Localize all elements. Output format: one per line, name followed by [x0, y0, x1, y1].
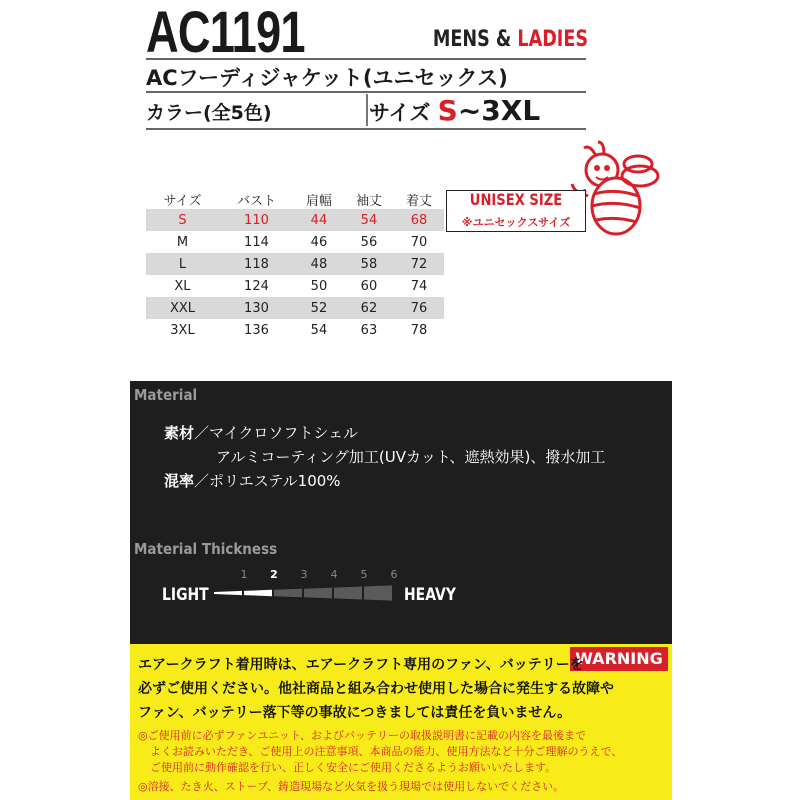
cell: 52 — [294, 297, 344, 319]
warning-line-2: 必ずご使用ください。他社商品と組み合わせ使用した場合に発生する故障や — [138, 681, 614, 697]
cell: S — [146, 209, 219, 231]
model-number: AC1191 — [146, 0, 305, 65]
unisex-subtitle: ※ユニセックスサイズ — [461, 216, 571, 229]
blend-label: 混率 — [164, 472, 195, 490]
unisex-title: UNISEX SIZE — [469, 190, 563, 209]
cell: 63 — [360, 322, 378, 338]
table-row — [146, 209, 444, 231]
size-range-label: サイズ — [369, 101, 431, 125]
thickness-level-1: 1 — [240, 568, 248, 581]
table-row — [146, 275, 444, 297]
thickness-heading: Material Thickness — [134, 540, 278, 558]
cell: 68 — [394, 209, 444, 231]
table-row — [146, 297, 444, 319]
thickness-segment — [214, 591, 242, 595]
header-length: 着丈 — [405, 193, 432, 209]
cell: 124 — [244, 278, 269, 294]
size-to: 3XL — [481, 94, 541, 127]
material-line-3 — [164, 470, 341, 491]
size-range — [369, 94, 540, 127]
material-panel — [130, 381, 672, 644]
cell: 76 — [394, 297, 444, 319]
cell: 62 — [344, 297, 394, 319]
header-size: サイズ — [163, 193, 202, 209]
thickness-segment — [244, 590, 272, 596]
cell: XXL — [146, 297, 219, 319]
cell: 114 — [244, 234, 269, 250]
table-row — [146, 319, 444, 341]
material-text: ／マイクロソフトシェル — [194, 424, 359, 442]
cell: L — [146, 253, 219, 275]
thickness-segment — [274, 589, 302, 598]
thickness-level-4: 4 — [330, 568, 338, 581]
cell: 118 — [219, 253, 294, 275]
warning-badge: WARNING — [570, 647, 668, 671]
cell: 56 — [360, 234, 378, 250]
cell: 48 — [294, 253, 344, 275]
cell: 54 — [310, 322, 328, 338]
cell: 3XL — [170, 322, 195, 338]
blend-text: ／ポリエステル100% — [194, 472, 341, 490]
cell: 72 — [394, 253, 444, 275]
thickness-segment — [304, 588, 332, 599]
thickness-level-3: 3 — [300, 568, 308, 581]
product-name: ACフーディジャケット(ユニセックス) — [146, 66, 508, 90]
cell: M — [176, 234, 189, 250]
gender-label — [433, 26, 588, 54]
size-table — [146, 189, 444, 341]
header-divider — [146, 58, 586, 60]
name-divider — [146, 91, 586, 93]
cell: 74 — [410, 278, 428, 294]
cell: 54 — [344, 209, 394, 231]
warning-note-1: ◎ご使用前に必ずファンユニット、およびバッテリーの取扱説明書に記載の内容を最後まで — [138, 729, 586, 742]
material-line-2: アルミコーティング加工(UVカット、遮熱効果)、撥水加工 — [216, 448, 606, 466]
thickness-heavy-label: HEAVY — [404, 585, 456, 605]
size-from: S — [437, 94, 458, 127]
table-row — [146, 231, 444, 253]
thickness-light-label: LIGHT — [162, 585, 209, 605]
header-sleeve: 袖丈 — [355, 193, 382, 209]
table-row — [146, 253, 444, 275]
warning-note-2: よくお読みいただき、ご使用上の注意事項、本商品の能力、使用方法など十分ご理解のうえで、 — [150, 745, 623, 758]
header-bust: バスト — [236, 193, 276, 209]
size-table-header — [146, 189, 444, 209]
material-line-1 — [164, 422, 358, 443]
header-shoulder: 肩幅 — [305, 193, 332, 209]
warning-line-3: ファン、バッテリー落下等の事故につきましては責任を負いません。 — [138, 705, 572, 721]
size-tilde: ~ — [457, 94, 482, 127]
cell: 130 — [219, 297, 294, 319]
gender-mens: MENS & — [432, 27, 518, 52]
color-label: カラー(全5色) — [146, 102, 272, 124]
cell: 110 — [219, 209, 294, 231]
color-size-divider — [366, 94, 368, 126]
cell: 70 — [410, 234, 428, 250]
warning-note-4: ◎溶接、たき火、ストーブ、鋳造現場など火気を扱う現場では使用しないでください。 — [138, 780, 565, 793]
cell: XL — [174, 278, 191, 294]
cell: 78 — [410, 322, 428, 338]
material-heading: Material — [134, 386, 198, 404]
thickness-level-2: 2 — [270, 568, 278, 581]
cell: 50 — [310, 278, 328, 294]
gender-ladies: LADIES — [517, 27, 588, 52]
material-label: 素材 — [164, 424, 195, 442]
cell: 136 — [244, 322, 269, 338]
cell: 44 — [294, 209, 344, 231]
thickness-scale — [210, 582, 406, 604]
thickness-level-5: 5 — [360, 568, 368, 581]
thickness-segment — [334, 587, 362, 600]
cell: 58 — [344, 253, 394, 275]
warning-note-3: ご使用前に動作確認を行い、正しく安全にご使用くださるようお願いいたします。 — [150, 761, 557, 774]
warning-line-1: エアークラフト着用時は、エアークラフト専用のファン、バッテリーを — [138, 657, 584, 673]
size-divider — [146, 128, 586, 130]
cell: 46 — [310, 234, 328, 250]
cell: 60 — [360, 278, 378, 294]
thickness-segment — [364, 585, 392, 600]
thickness-level-6: 6 — [390, 568, 398, 581]
